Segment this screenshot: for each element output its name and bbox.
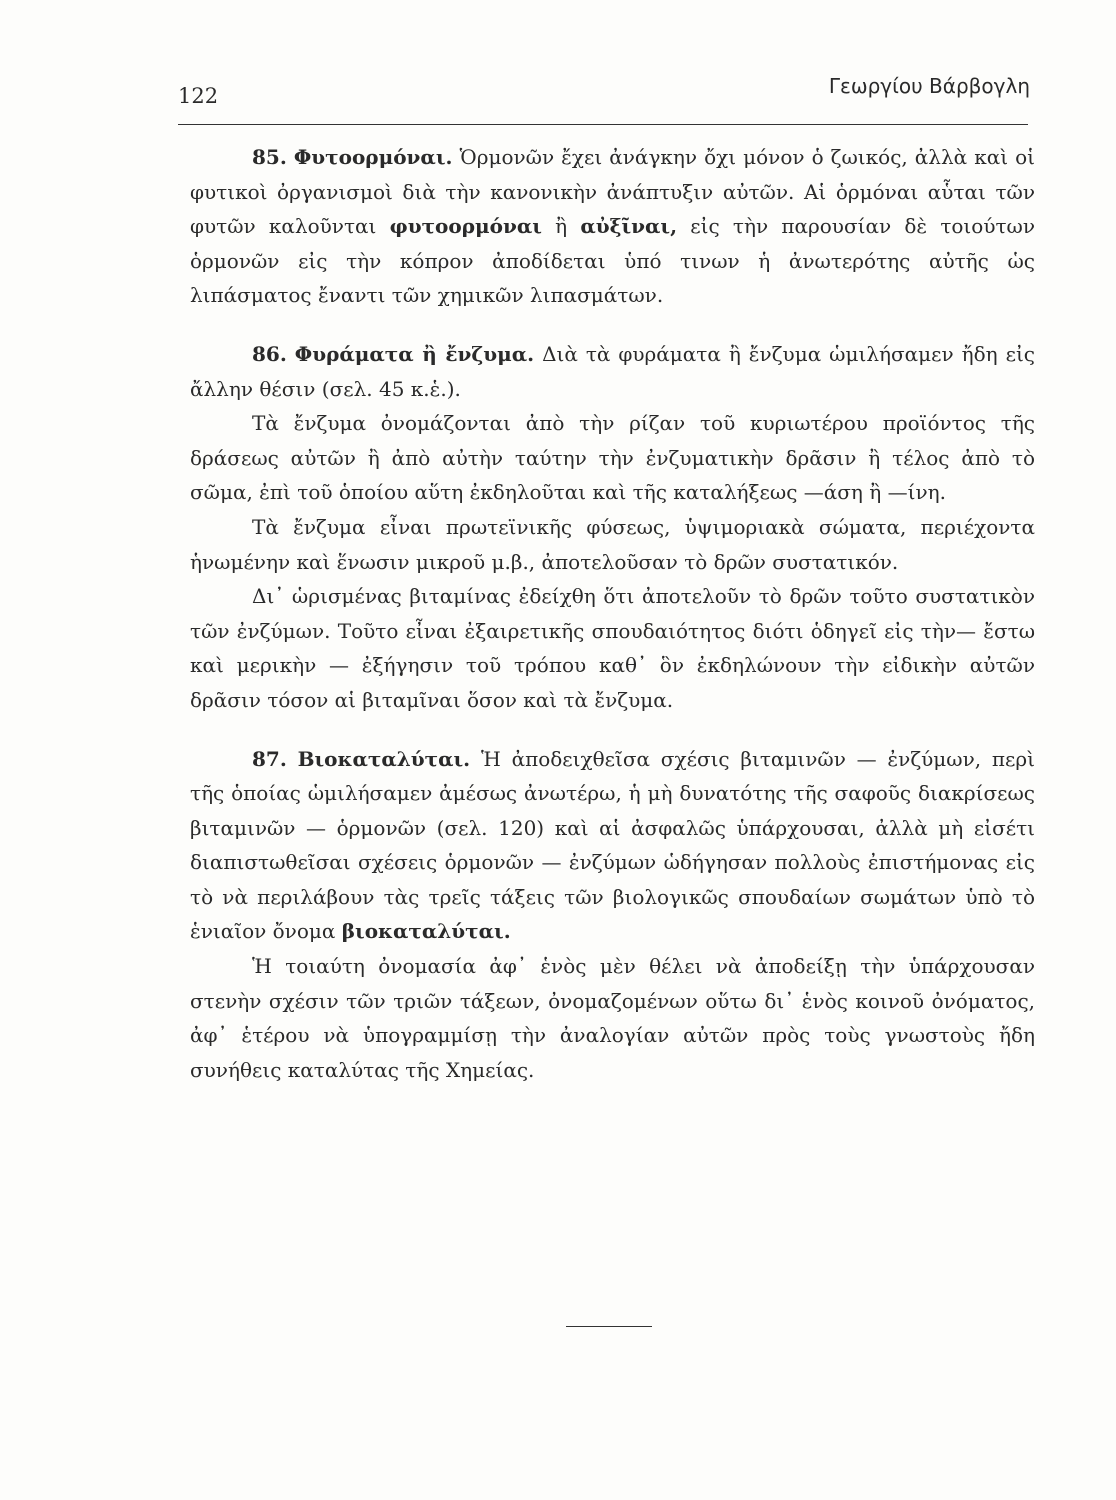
section-title: Φυτοορμόναι. — [293, 145, 453, 169]
page-number: 122 — [178, 84, 219, 108]
section-85-paragraph-1 — [190, 140, 1035, 313]
section-87-paragraph-2: Ἡ τοιαύτη ὀνομασία ἀφ᾿ ἑνὸς μὲν θέλει νὰ ἀποδείξῃ τὴν ὑπάρχουσαν στενὴν σχέσιν τῶν τριῶν τάξεων, ὀνομαζομένων οὕτω δι᾿ ἑνὸς κοινοῦ ὀνόματος, ἀφ᾿ ἑτέρου νὰ ὑπογραμμίσῃ τὴν ἀναλογίαν αὐτῶν πρὸς τοὺς γνωστοὺς ἤδη συνήθεις καταλύτας τῆς Χημείας. — [190, 954, 1035, 1082]
section-86-paragraph-1 — [190, 337, 1035, 406]
page-header — [178, 74, 1030, 114]
bold-term: βιοκαταλύται. — [341, 919, 511, 944]
section-86-paragraph-3: Τὰ ἔνζυμα εἶναι πρωτεϊνικῆς φύσεως, ὑψιμοριακὰ σώματα, περιέχοντα ἡνωμένην καὶ ἕνωσιν μικροῦ μ.β., ἀποτελοῦσαν τὸ δρῶν συστατικόν. — [190, 514, 1035, 574]
paragraph-text: Ἡ ἀποδειχθεῖσα σχέσις βιταμινῶν — ἐνζύμων, περὶ τῆς ὁποίας ὡμιλήσαμεν ἀμέσως ἀνωτέρω, ἡ μὴ δυνατότης τῆς σαφοῦς διακρίσεως βιταμινῶν — ὁρμονῶν (σελ. 120) καὶ αἱ ἀσφαλῶς ὑπάρχουσαι, ἀλλὰ μὴ εἰσέτι διαπιστωθεῖσαι σχέσεις ὁρμονῶν — ἐνζύμων ὡδήγησαν πολλοὺς ἐπιστήμονας εἰς τὸ νὰ περιλάβουν τὰς τρεῖς τάξεις τῶν βιολογικῶς σπουδαίων σωμάτων ὑπὸ τὸ ἑνιαῖον ὄνομα — [190, 746, 1036, 944]
bold-term: αὐξῖναι, — [580, 214, 678, 239]
section-86 — [190, 337, 1035, 718]
section-85 — [190, 140, 1035, 313]
section-title: Βιοκαταλύται. — [297, 746, 471, 771]
section-number: 86. — [252, 341, 287, 366]
paragraph-text: Διὰ τὰ φυράματα ἢ ἔνζυμα ὡμιλήσαμεν ἤδη εἰς ἄλλην θέσιν (σελ. 45 κ.ἑ.). — [190, 341, 1036, 401]
section-86-paragraph-4: Δι᾿ ὡρισμένας βιταμίνας ἐδείχθη ὅτι ἀποτελοῦν τὸ δρῶν τοῦτο συστατικὸν τῶν ἐνζύμων. Τοῦτο εἶναι ἐξαιρετικῆς σπουδαιότητος διότι ὁδηγεῖ εἰς τὴν— ἔστω καὶ μερικὴν — ἐξήγησιν τοῦ τρόπου καθ᾿ ὃν ἐκδηλώνουν τὴν εἰδικὴν αὐτῶν δρᾶσιν τόσον αἱ βιταμῖναι ὅσον καὶ τὰ ἔνζυμα. — [190, 584, 1035, 712]
section-87 — [190, 742, 1035, 1088]
header-rule — [178, 124, 1028, 125]
page-body — [190, 140, 1035, 1087]
section-86-paragraph-2: Τὰ ἔνζυμα ὀνομάζονται ἀπὸ τὴν ρίζαν τοῦ κυριωτέρου προϊόντος τῆς δράσεως αὐτῶν ἢ ἀπὸ αὐτὴν ταύτην τὴν ἐνζυματικὴν δρᾶσιν ἢ τέλος ἀπὸ τὸ σῶμα, ἐπὶ τοῦ ὁποίου αὕτη ἐκδηλοῦται καὶ τῆς καταλήξεως —άση ἢ —ίνη. — [190, 411, 1035, 505]
section-title: Φυράματα ἢ ἔνζυμα. — [294, 341, 535, 366]
section-number: 87. — [252, 746, 287, 771]
paragraph-text: ἢ — [541, 214, 581, 239]
running-title: Γεωργίου Βάρβογλη — [828, 74, 1030, 98]
paragraph-text: Ὁρμονῶν ἔχει ἀνάγκην ὄχι μόνον ὁ ζωικός, ἀλλὰ καὶ οἱ φυτικοὶ ὀργανισμοὶ διὰ τὴν κανονικὴν ἀνάπτυξιν αὐτῶν. Αἱ ὁρμόναι αὗται τῶν φυτῶν καλοῦνται — [190, 145, 1035, 239]
bold-term: φυτοορμόναι — [389, 214, 542, 239]
end-rule — [566, 1326, 652, 1327]
section-number: 85. — [252, 145, 287, 169]
paragraph-text: εἰς τὴν παρουσίαν δὲ τοιούτων ὁρμονῶν εἰς τὴν κόπρον ἀποδίδεται ὑπό τινων ἡ ἀνωτερότης αὐτῆς ὡς λιπάσματος ἔναντι τῶν χημικῶν λιπασμάτων. — [190, 214, 1036, 308]
section-87-paragraph-1 — [190, 742, 1035, 950]
